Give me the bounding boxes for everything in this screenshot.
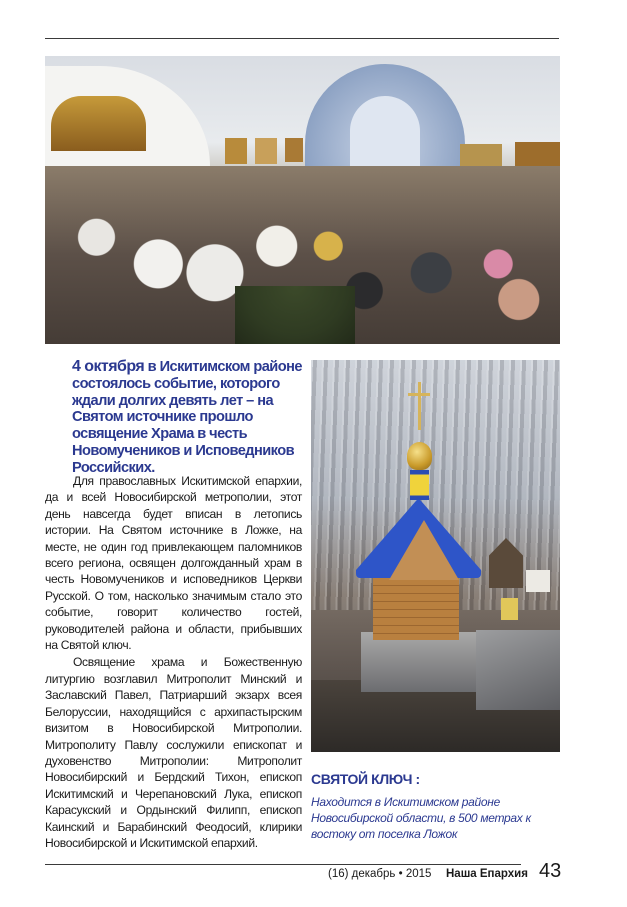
photo-info-board <box>526 570 550 592</box>
footer-issue: (16) декабрь • 2015 <box>328 868 432 880</box>
footer-rule <box>45 864 521 865</box>
caption-title: СВЯТОЙ КЛЮЧ : <box>311 771 420 787</box>
photo-icon-painting <box>285 138 303 162</box>
photo-stone-steps <box>476 630 560 710</box>
lead-text: в Искитимском районе состоялось событие, которого ждали долгих девять лет – на Святом источнике прошло освящение Храма в честь Новомучеников и Исповедников Российских. <box>72 359 302 476</box>
article-paragraph: Освящение храма и Божественную литургию возглавил Митрополит Минский и Заславский Павел, Патриарший экзарх всея Белоруссии, находящийся с архипастырским визитом в Новосибирской Митрополии. Митрополиту Павлу сослужили епископат и духовенство Митрополии: Митрополит Новосибирский и Бердский Тихон, епископ Искитимский и Черепановский Лука, епископ Карасукский и Ордынский Филипп, епископ Каинский и Барабинский Феодосий, клирики Новосибирской и Искитимской епархий. <box>45 655 302 850</box>
header-rule <box>45 38 559 39</box>
cross-icon <box>408 393 430 396</box>
page-number: 43 <box>539 860 562 882</box>
photo-icon-painting <box>255 138 277 164</box>
photo-carpet <box>235 286 355 344</box>
photo-iconostasis <box>51 96 146 151</box>
photo-icon-painting <box>225 138 247 164</box>
photo-log-walls <box>373 578 459 640</box>
photo-stone-base <box>361 632 476 692</box>
photo-donation-box <box>501 598 518 620</box>
holy-spring-chapel-photo <box>311 360 560 752</box>
caption-text: Находится в Искитимском районе Новосибирской области, в 500 метрах к востоку от поселка Ложок <box>311 795 531 842</box>
article-paragraph: Для православных Искитимской епархии, да и всей Новосибирской метрополии, этот день навсегда будет вписан в летопись истории. На Святом источнике в Ложке, на месте, не один год привлекающем паломников всего региона, освящен долгожданный храм в честь Новомучеников и исповедников Церкви Русской. О том, насколько значимым стало это событие, говорит количество гостей, руководителей района и области, прибывших на Святой ключ. <box>45 474 302 653</box>
lead-date: 4 октября <box>72 358 145 375</box>
photo-cupola-drum <box>410 470 429 500</box>
footer-magazine-name: Наша Епархия <box>446 868 528 880</box>
photo-arch-inner <box>350 96 420 166</box>
church-interior-photo <box>45 56 560 344</box>
cross-icon <box>418 382 421 430</box>
lead-paragraph <box>72 359 304 477</box>
article-body <box>45 473 302 851</box>
photo-golden-dome <box>407 442 432 470</box>
